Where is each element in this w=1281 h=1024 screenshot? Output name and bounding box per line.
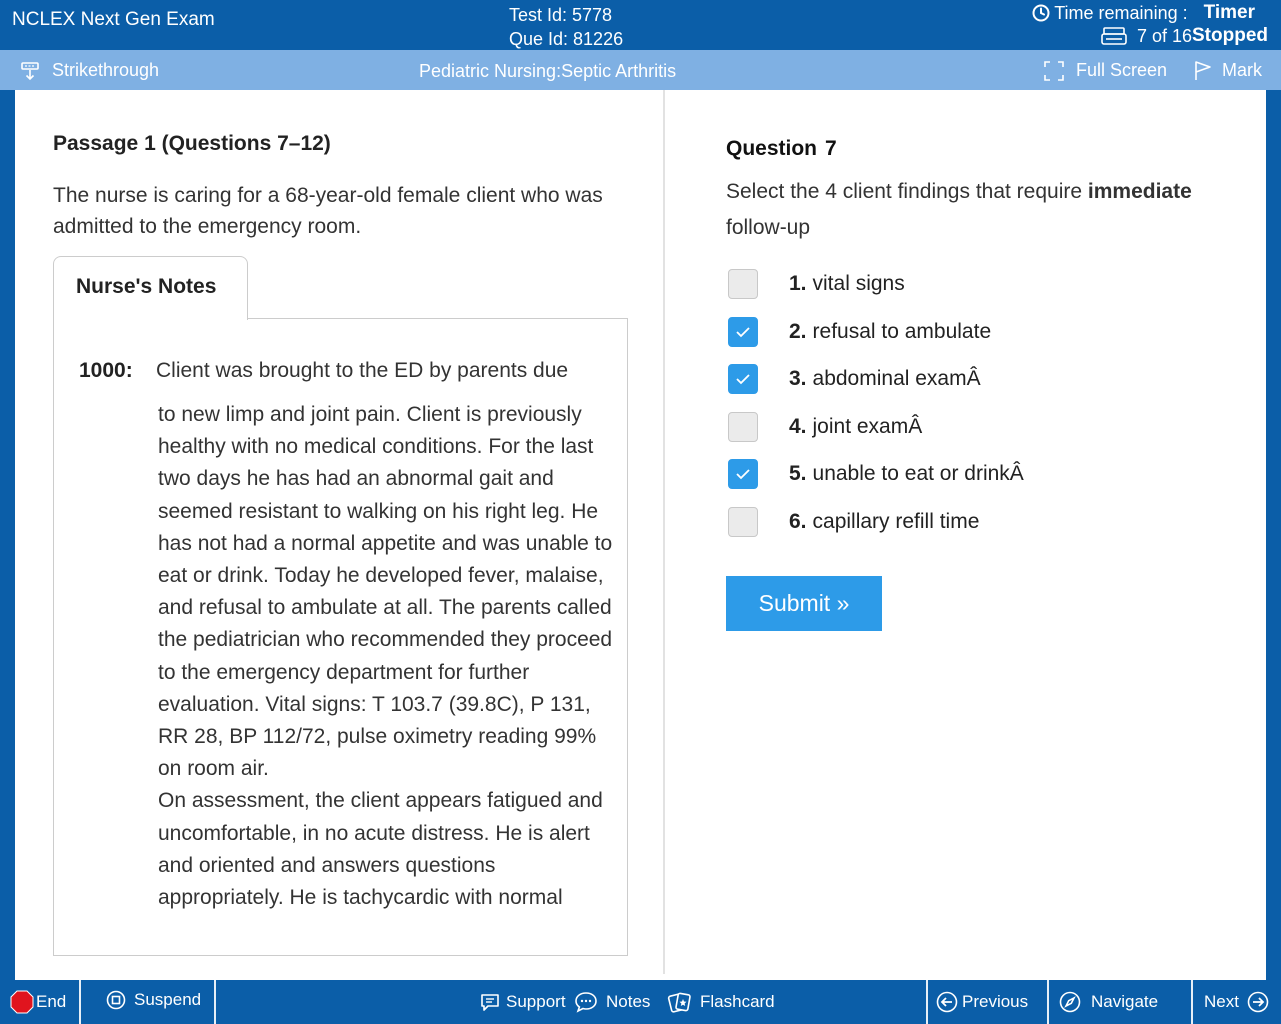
next-label: Next xyxy=(1204,992,1239,1011)
option-checkbox[interactable] xyxy=(728,507,758,537)
content-area xyxy=(15,90,1266,980)
time-remaining xyxy=(1032,2,1255,24)
notes-label: Notes xyxy=(606,992,651,1011)
question-number: 7 xyxy=(825,137,837,160)
note-paragraph-2: On assessment, the client appears fatigued and uncomfortable, in no acute distress. He is alert and oriented and answers questions appropriately. He is tachycardic with normal xyxy=(158,789,603,910)
option-number: 2. xyxy=(789,320,807,343)
support-icon xyxy=(480,992,500,1012)
question-id: Que Id: 81226 xyxy=(509,29,624,49)
note-first-line: Client was brought to the ED by parents due xyxy=(156,359,569,382)
option-text: joint examÂ xyxy=(812,415,923,438)
topic-title xyxy=(419,61,676,82)
option-checkbox[interactable] xyxy=(728,459,758,489)
option-number: 5. xyxy=(789,462,807,485)
flashcard-label: Flashcard xyxy=(700,992,775,1011)
time-remaining-label: Time remaining : xyxy=(1054,2,1188,23)
navigate-label: Navigate xyxy=(1091,992,1159,1011)
option-checkbox[interactable] xyxy=(728,269,758,299)
nurses-notes-panel[interactable] xyxy=(53,318,628,956)
question-progress: 7 of 16 xyxy=(1136,25,1192,46)
option-3[interactable] xyxy=(728,364,981,394)
progress-row xyxy=(1101,25,1268,47)
tool-bar xyxy=(0,50,1281,90)
full-screen-button[interactable] xyxy=(1044,60,1167,81)
option-checkbox[interactable] xyxy=(728,317,758,347)
option-text: capillary refill time xyxy=(812,510,980,533)
strikethrough-icon xyxy=(20,61,40,81)
option-text: refusal to ambulate xyxy=(812,320,992,343)
bottom-bar xyxy=(0,980,1281,1024)
footer-divider xyxy=(1047,980,1049,1024)
strikethrough-button[interactable] xyxy=(20,60,159,81)
footer-divider xyxy=(214,980,216,1024)
tab-label: Nurse's Notes xyxy=(76,275,217,298)
footer-divider xyxy=(1191,980,1193,1024)
test-id: Test Id: 5778 xyxy=(509,5,613,25)
topic-separator: : xyxy=(556,61,562,81)
option-5[interactable] xyxy=(728,459,1024,489)
previous-label: Previous xyxy=(962,992,1029,1011)
calculator-icon[interactable] xyxy=(1101,27,1127,45)
next-button[interactable] xyxy=(1204,980,1275,1024)
note-time: 1000: xyxy=(79,359,133,382)
chat-bubble-icon xyxy=(574,991,598,1013)
suspend-button[interactable] xyxy=(106,978,201,1022)
tab-nurses-notes[interactable] xyxy=(53,256,248,320)
timer-label: Timer xyxy=(1203,2,1255,23)
option-4[interactable] xyxy=(728,412,922,442)
test-ids xyxy=(509,3,623,51)
prompt-end: follow-up xyxy=(726,216,811,239)
mark-label: Mark xyxy=(1222,60,1262,80)
top-bar xyxy=(0,0,1281,50)
flashcard-icon xyxy=(667,991,693,1013)
mark-button[interactable] xyxy=(1194,60,1262,81)
passage-intro: The nurse is caring for a 68-year-old female client who was admitted to the emergency room. xyxy=(53,184,603,238)
prompt-start: Select the 4 client findings that require xyxy=(726,180,1088,203)
app-title: NCLEX Next Gen Exam xyxy=(12,9,215,30)
end-label: End xyxy=(36,992,67,1011)
compass-icon xyxy=(1059,991,1081,1013)
option-1[interactable] xyxy=(728,269,905,299)
clock-icon xyxy=(1032,4,1050,22)
flashcard-button[interactable] xyxy=(667,980,775,1024)
question-title xyxy=(726,137,837,161)
option-number: 4. xyxy=(789,415,807,438)
end-button[interactable] xyxy=(10,980,66,1024)
footer-divider xyxy=(926,980,928,1024)
navigate-button[interactable] xyxy=(1059,980,1158,1024)
notes-button[interactable] xyxy=(574,980,650,1024)
previous-button[interactable] xyxy=(936,980,1028,1024)
full-screen-label: Full Screen xyxy=(1076,60,1168,80)
option-text: abdominal examÂ xyxy=(812,367,981,390)
arrow-left-circle-icon xyxy=(936,991,958,1013)
option-text: unable to eat or drinkÂ xyxy=(812,462,1024,485)
option-text: vital signs xyxy=(812,272,905,295)
note-body xyxy=(158,399,618,914)
option-checkbox[interactable] xyxy=(728,412,758,442)
option-6[interactable] xyxy=(728,507,979,537)
pane-divider[interactable] xyxy=(663,90,665,974)
arrow-right-circle-icon xyxy=(1247,991,1269,1013)
flag-icon xyxy=(1194,61,1212,81)
timer-status: Stopped xyxy=(1192,25,1268,46)
note-paragraph-1: to new limp and joint pain. Client is previously healthy with no medical conditions. For the last two days he has had an abnormal gait and seemed resistant to walking on his right leg. He has not had a normal appetite and was unable to eat or drink. Today he developed fever, malaise, and refusal to ambulate at all. The parents called the pediatrician who recommended they proceed to the emergency department for further evaluation. Vital signs: T 103.7 (39.8C), P 131, RR 28, BP 112/72, pulse oximetry reading 99% on room air. xyxy=(158,403,613,781)
suspend-label: Suspend xyxy=(134,990,202,1009)
expand-icon xyxy=(1044,61,1064,81)
option-number: 6. xyxy=(789,510,807,533)
question-prompt xyxy=(726,174,1246,246)
option-2[interactable] xyxy=(728,317,991,347)
submit-button[interactable]: Submit » xyxy=(726,576,882,631)
option-number: 1. xyxy=(789,272,807,295)
footer-divider xyxy=(79,980,81,1024)
topic-name: Septic Arthritis xyxy=(561,61,677,81)
option-checkbox[interactable] xyxy=(728,364,758,394)
strikethrough-label: Strikethrough xyxy=(52,60,160,80)
support-button[interactable] xyxy=(480,980,566,1024)
passage-title: Passage 1 (Questions 7–12) xyxy=(53,132,331,155)
option-number: 3. xyxy=(789,367,807,390)
question-label: Question xyxy=(726,137,818,160)
support-label: Support xyxy=(506,992,566,1011)
stop-icon xyxy=(10,990,34,1014)
prompt-emphasis: immediate xyxy=(1087,180,1192,203)
topic-subject: Pediatric Nursing xyxy=(419,61,557,81)
pause-circle-icon xyxy=(106,990,126,1010)
